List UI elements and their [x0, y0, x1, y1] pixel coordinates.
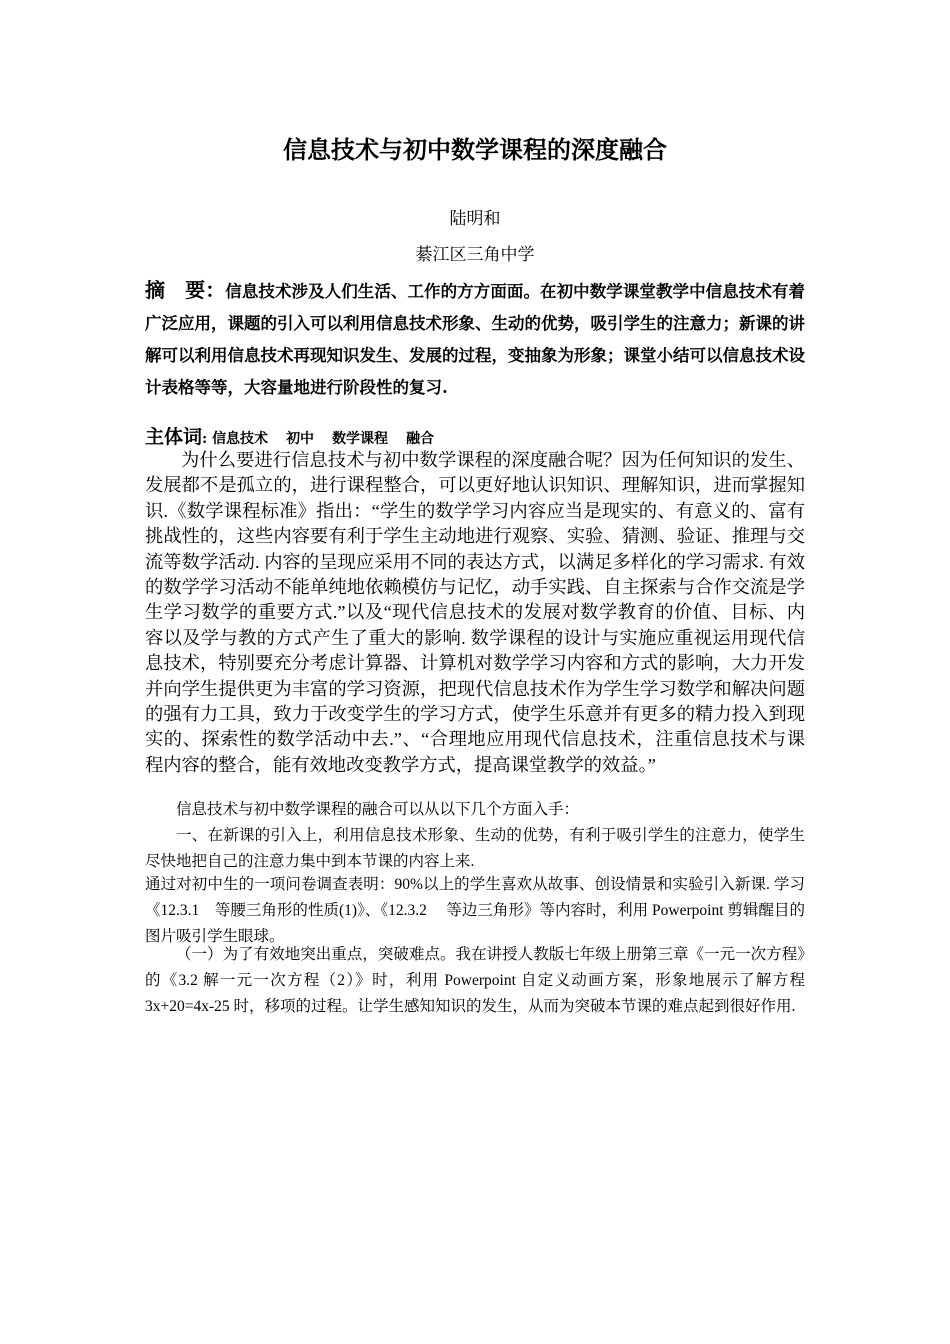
- abstract: [145, 274, 805, 404]
- body-paragraph-intro: 为什么要进行信息技术与初中数学课程的深度融合呢？因为任何知识的发生、发展都不是孤立的，进行课程整合，可以更好地认识知识、理解知识，进而掌握知识.《数学课程标准》指出：“学生的数学学习内容应当是现实的、有意义的、富有挑战性的，这些内容要有利于学生主动地进行观察、实验、猜测、验证、推理与交流等数学活动. 内容的呈现应采用不同的表达方式，以满足多样化的学习需求. 有效的数学学习活动不能单纯地依赖模仿与记忆，动手实践、自主探索与合作交流是学生学习数学的重要方式.”以及“现代信息技术的发展对数学教育的价值、目标、内容以及学与教的方式产生了重大的影响. 数学课程的设计与实施应重视运用现代信息技术，特别要充分考虑计算器、计算机对数学学习内容和方式的影响，大力开发并向学生提供更为丰富的学习资源，把现代信息技术作为学生学习数学和解决问题的强有力工具，致力于改变学生的学习方式，使学生乐意并有更多的精力投入到现实的、探索性的数学活动中去.”、“合理地应用现代信息技术，注重信息技术与课程内容的整合，能有效地改变教学方式，提高课堂教学的效益。”: [145, 450, 805, 775]
- abstract-text: 信息技术涉及人们生活、工作的方方面面。在初中数学课堂教学中信息技术有着广泛应用，课题的引入可以利用信息技术形象、生动的优势，吸引学生的注意力；新课的讲解可以利用信息技术再现知识发生、发展的过程，变抽象为形象；课堂小结可以信息技术设计表格等等，大容量地进行阶段性的复习.: [145, 282, 806, 397]
- keyword: 初中: [286, 431, 315, 447]
- keywords-separator: :: [202, 431, 208, 447]
- keyword: 融合: [406, 431, 435, 447]
- keyword: 数学课程: [332, 431, 389, 447]
- abstract-label: 摘 要：: [145, 278, 226, 302]
- body-paragraph-survey: 通过对初中生的一项问卷调查表明：90%以上的学生喜欢从故事、创设情景和实验引入新课. 学习《12.3.1 等腰三角形的性质(1)》、《12.3.2 等边三角形》等内容时，利用 Powerpoint 剪辑醒目的图片吸引学生眼球。: [145, 876, 805, 945]
- document-title: 信息技术与初中数学课程的深度融合: [283, 136, 667, 164]
- keywords-label: 主体词: [145, 426, 203, 448]
- body-paragraph-section-one: 一、在新课的引入上，利用信息技术形象、生动的优势，有利于吸引学生的注意力，使学生尽快地把自己的注意力集中到本节课的内容上来.: [145, 827, 805, 870]
- author-name: 陆明和: [449, 209, 501, 229]
- author-school: 綦江区三角中学: [415, 245, 535, 265]
- keyword: 信息技术: [212, 431, 269, 447]
- body-paragraph-example: （一）为了有效地突出重点，突破难点。我在讲授人教版七年级上册第三章《一元一次方程》的《3.2 解一元一次方程（2）》时，利用 Powerpoint 自定义动画方案，形象地展示了解方程 3x+20=4x-25 时，移项的过程。让学生感知知识的发生，从而为突破本节课的难点起到很好作用.: [145, 946, 805, 1015]
- body-paragraph-aspects: 信息技术与初中数学课程的融合可以从以下几个方面入手：: [176, 801, 580, 818]
